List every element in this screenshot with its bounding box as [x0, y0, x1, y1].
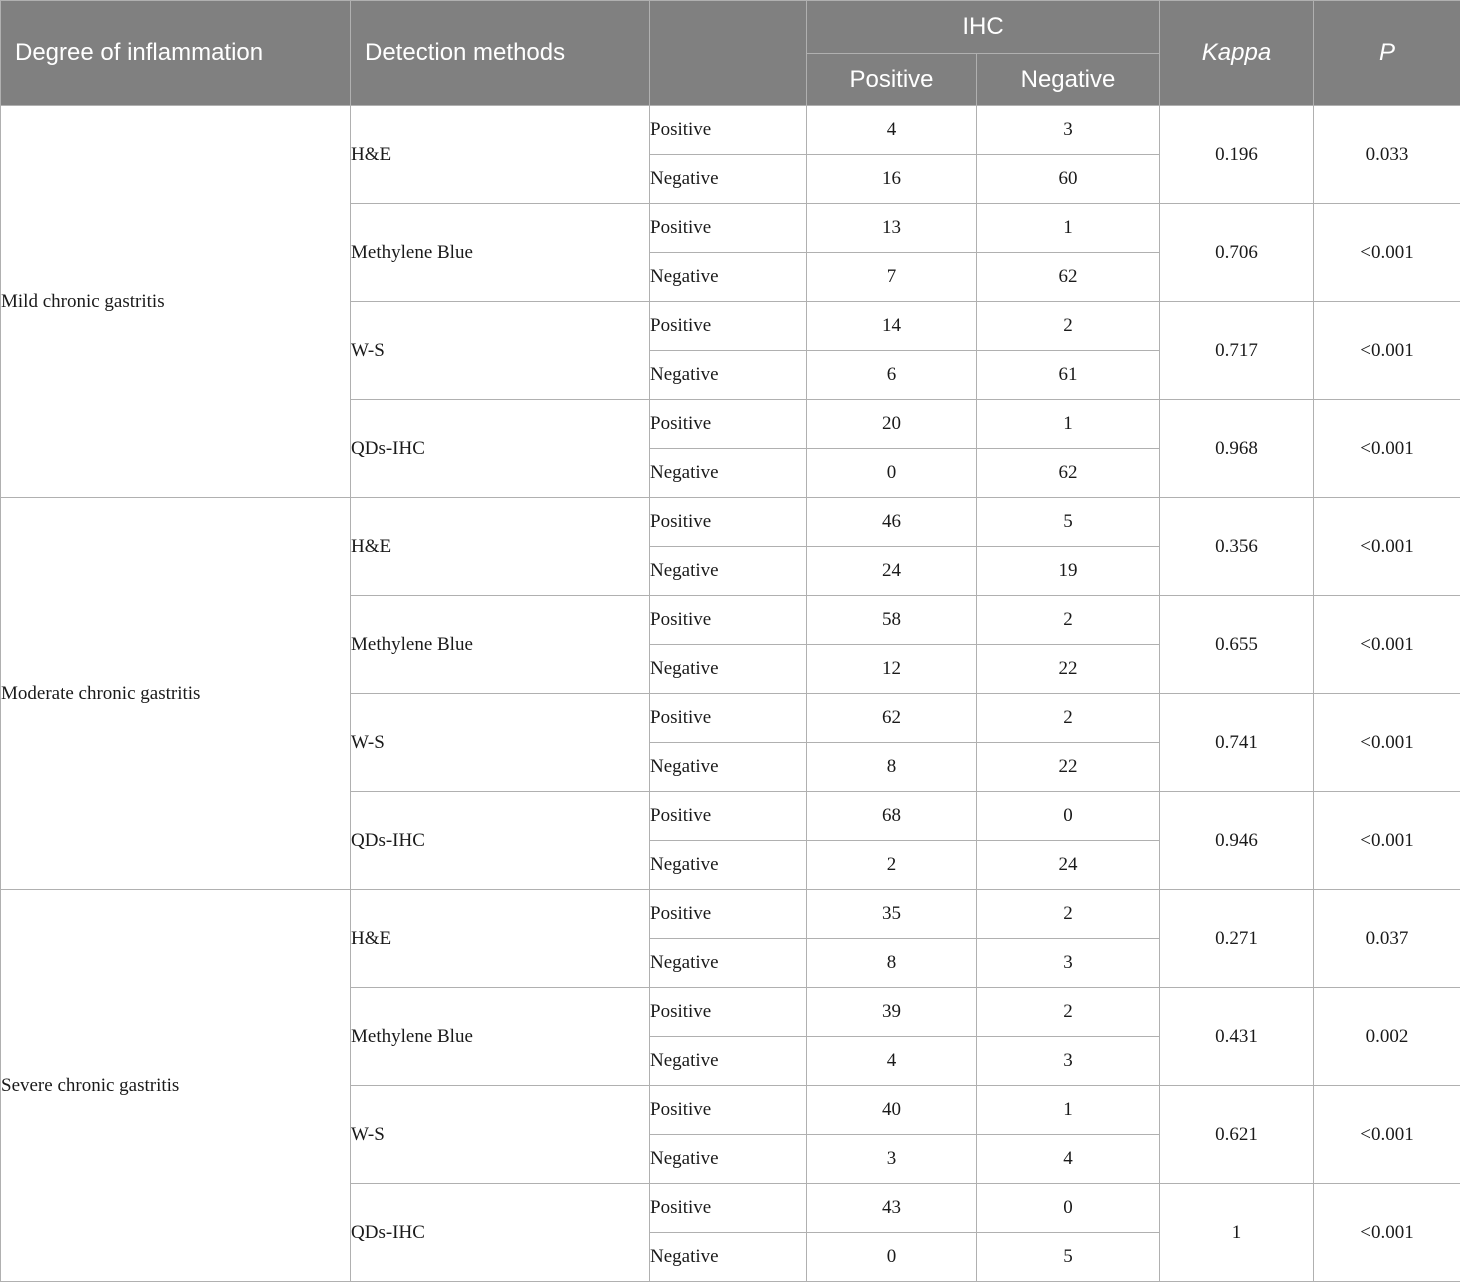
method-cell: QDs-IHC — [351, 792, 650, 890]
ihc-positive-count: 14 — [807, 302, 977, 351]
ihc-negative-count: 2 — [977, 988, 1160, 1037]
degree-cell: Moderate chronic gastritis — [1, 498, 351, 890]
table-body — [1, 106, 1460, 1282]
kappa-value: 0.968 — [1160, 400, 1314, 498]
ihc-positive-count: 58 — [807, 596, 977, 645]
degree-cell: Mild chronic gastritis — [1, 106, 351, 498]
p-value: <0.001 — [1314, 302, 1460, 400]
ihc-negative-count: 0 — [977, 792, 1160, 841]
ihc-positive-count: 68 — [807, 792, 977, 841]
ihc-positive-count: 13 — [807, 204, 977, 253]
result-label: Positive — [650, 498, 807, 547]
kappa-value: 0.706 — [1160, 204, 1314, 302]
ihc-negative-count: 5 — [977, 1233, 1160, 1282]
result-label: Negative — [650, 939, 807, 988]
result-label: Negative — [650, 841, 807, 890]
ihc-positive-count: 40 — [807, 1086, 977, 1135]
header-positive: Positive — [807, 54, 977, 106]
result-label: Negative — [650, 155, 807, 204]
ihc-negative-count: 61 — [977, 351, 1160, 400]
ihc-positive-count: 0 — [807, 449, 977, 498]
ihc-positive-count: 12 — [807, 645, 977, 694]
p-value: <0.001 — [1314, 1184, 1460, 1282]
method-cell: Methylene Blue — [351, 204, 650, 302]
kappa-value: 0.196 — [1160, 106, 1314, 204]
p-value: 0.002 — [1314, 988, 1460, 1086]
header-negative: Negative — [977, 54, 1160, 106]
method-cell: H&E — [351, 498, 650, 596]
ihc-negative-count: 3 — [977, 939, 1160, 988]
ihc-negative-count: 22 — [977, 645, 1160, 694]
ihc-negative-count: 22 — [977, 743, 1160, 792]
result-label: Negative — [650, 449, 807, 498]
ihc-negative-count: 1 — [977, 400, 1160, 449]
ihc-negative-count: 62 — [977, 253, 1160, 302]
method-cell: Methylene Blue — [351, 596, 650, 694]
kappa-value: 0.655 — [1160, 596, 1314, 694]
method-cell: Methylene Blue — [351, 988, 650, 1086]
result-label: Positive — [650, 988, 807, 1037]
ihc-positive-count: 62 — [807, 694, 977, 743]
p-value: <0.001 — [1314, 400, 1460, 498]
result-label: Positive — [650, 204, 807, 253]
ihc-negative-count: 19 — [977, 547, 1160, 596]
result-label: Negative — [650, 743, 807, 792]
p-value: <0.001 — [1314, 792, 1460, 890]
method-cell: W-S — [351, 302, 650, 400]
result-label: Positive — [650, 694, 807, 743]
ihc-positive-count: 16 — [807, 155, 977, 204]
ihc-negative-count: 2 — [977, 694, 1160, 743]
ihc-positive-count: 2 — [807, 841, 977, 890]
kappa-value: 0.621 — [1160, 1086, 1314, 1184]
header-blank — [650, 1, 807, 106]
table-row — [1, 106, 1460, 155]
result-label: Negative — [650, 1233, 807, 1282]
method-cell: W-S — [351, 694, 650, 792]
p-value: <0.001 — [1314, 204, 1460, 302]
kappa-value: 0.271 — [1160, 890, 1314, 988]
result-label: Positive — [650, 596, 807, 645]
ihc-negative-count: 24 — [977, 841, 1160, 890]
ihc-positive-count: 6 — [807, 351, 977, 400]
ihc-positive-count: 20 — [807, 400, 977, 449]
ihc-positive-count: 43 — [807, 1184, 977, 1233]
p-value: 0.033 — [1314, 106, 1460, 204]
p-value: <0.001 — [1314, 1086, 1460, 1184]
result-label: Positive — [650, 106, 807, 155]
header-p: P — [1314, 1, 1460, 106]
ihc-negative-count: 0 — [977, 1184, 1160, 1233]
p-value: <0.001 — [1314, 498, 1460, 596]
result-label: Positive — [650, 792, 807, 841]
p-value: <0.001 — [1314, 694, 1460, 792]
kappa-value: 0.356 — [1160, 498, 1314, 596]
ihc-negative-count: 5 — [977, 498, 1160, 547]
result-label: Positive — [650, 1184, 807, 1233]
ihc-positive-count: 8 — [807, 939, 977, 988]
ihc-negative-count: 3 — [977, 106, 1160, 155]
result-label: Positive — [650, 1086, 807, 1135]
ihc-positive-count: 24 — [807, 547, 977, 596]
p-value: <0.001 — [1314, 596, 1460, 694]
method-cell: H&E — [351, 890, 650, 988]
result-label: Negative — [650, 1037, 807, 1086]
table-row — [1, 890, 1460, 939]
degree-cell: Severe chronic gastritis — [1, 890, 351, 1282]
ihc-negative-count: 2 — [977, 302, 1160, 351]
ihc-negative-count: 1 — [977, 1086, 1160, 1135]
method-cell: QDs-IHC — [351, 400, 650, 498]
ihc-negative-count: 3 — [977, 1037, 1160, 1086]
p-value: 0.037 — [1314, 890, 1460, 988]
result-label: Negative — [650, 645, 807, 694]
kappa-value: 0.741 — [1160, 694, 1314, 792]
ihc-positive-count: 39 — [807, 988, 977, 1037]
ihc-negative-count: 62 — [977, 449, 1160, 498]
result-label: Negative — [650, 351, 807, 400]
result-label: Positive — [650, 302, 807, 351]
ihc-positive-count: 46 — [807, 498, 977, 547]
header-kappa: Kappa — [1160, 1, 1314, 106]
table-row — [1, 498, 1460, 547]
ihc-negative-count: 1 — [977, 204, 1160, 253]
ihc-positive-count: 0 — [807, 1233, 977, 1282]
result-label: Positive — [650, 890, 807, 939]
ihc-positive-count: 35 — [807, 890, 977, 939]
ihc-positive-count: 3 — [807, 1135, 977, 1184]
result-label: Negative — [650, 1135, 807, 1184]
ihc-negative-count: 2 — [977, 596, 1160, 645]
ihc-negative-count: 4 — [977, 1135, 1160, 1184]
ihc-positive-count: 4 — [807, 106, 977, 155]
method-cell: QDs-IHC — [351, 1184, 650, 1282]
ihc-positive-count: 7 — [807, 253, 977, 302]
header-ihc: IHC — [807, 1, 1160, 54]
header-method: Detection methods — [351, 1, 650, 106]
ihc-positive-count: 8 — [807, 743, 977, 792]
ihc-positive-count: 4 — [807, 1037, 977, 1086]
kappa-value: 0.717 — [1160, 302, 1314, 400]
ihc-negative-count: 60 — [977, 155, 1160, 204]
method-cell: H&E — [351, 106, 650, 204]
method-cell: W-S — [351, 1086, 650, 1184]
result-label: Negative — [650, 253, 807, 302]
kappa-value: 1 — [1160, 1184, 1314, 1282]
kappa-value: 0.946 — [1160, 792, 1314, 890]
kappa-value: 0.431 — [1160, 988, 1314, 1086]
header-row — [1, 1, 1460, 54]
header-degree: Degree of inflammation — [1, 1, 351, 106]
result-label: Positive — [650, 400, 807, 449]
ihc-negative-count: 2 — [977, 890, 1160, 939]
result-label: Negative — [650, 547, 807, 596]
